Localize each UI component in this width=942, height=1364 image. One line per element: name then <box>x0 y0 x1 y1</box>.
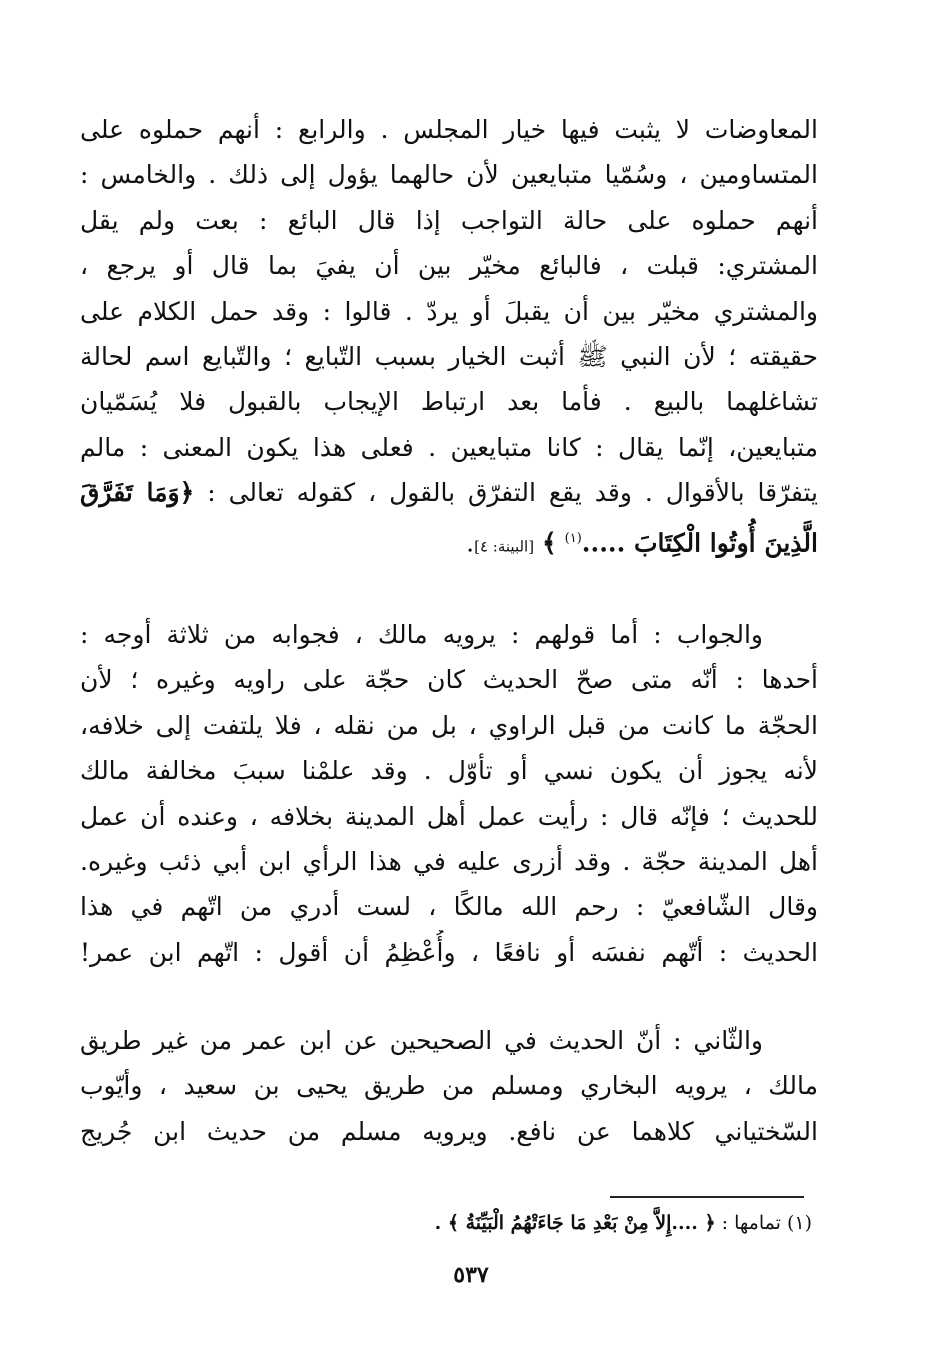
line-end: . <box>466 527 475 557</box>
text-line: أحدها : أنّه متى صحّ الحديث كان حجّة على راويه وغيره ؛ لأن <box>80 665 818 695</box>
text-line: السّختياني كلاهما عن نافع. ويرويه مسلم من حديث ابن جُريج <box>80 1116 818 1146</box>
text-line: تشاغلهما بالبيع . فأما بعد ارتباط الإيجاب بالقبول فلا يُسَمّيان <box>80 387 818 417</box>
text-line: المتساومين ، وسُمّيا متبايعين لأن حالهما يؤول إلى ذلك . والخامس : <box>80 160 818 190</box>
text-line: مالك ، يرويه البخاري ومسلم من طريق يحيى بن سعيد ، وأيّوب <box>80 1071 818 1101</box>
text-line: المعاوضات لا يثبت فيها خيار المجلس . والرابع : أنهم حملوه على <box>80 115 818 144</box>
quran-reference: [البينة: ٤] <box>474 536 535 555</box>
text-line: متبايعين، إنّما يقال : كانا متبايعين . فعلى هذا يكون المعنى : مالم <box>80 432 818 462</box>
text-line: للحديث ؛ فإنّه قال : رأيت عمل أهل المدينة بخلافه ، وعنده أن عمل <box>80 801 818 831</box>
text-line <box>80 516 818 561</box>
text-line <box>80 470 818 515</box>
text-line: الحديث : أتّهم نفسَه أو نافعًا ، وأُعْظِمُ أن أقول : اتّهم ابن عمر! <box>80 937 818 967</box>
text-line: وقال الشّافعيّ : رحم الله مالكًا ، لست أدري من اتّهم في هذا <box>80 892 818 922</box>
footnote-separator <box>610 1196 804 1198</box>
footnote-quran-quote: ﴿ ....إِلاَّ مِنْ بَعْدِ مَا جَاءَتْهُمُ الْبَيِّنَةُ ﴾ . <box>434 1212 716 1234</box>
text-line: لأنه يجوز أن يكون نسي أو تأوّل . وقد علمْنا سببَ مخالفة مالك <box>80 756 818 786</box>
paragraph-2 <box>80 612 818 975</box>
text-line: أهل المدينة حجّة . وقد أزرى عليه في هذا الرأي ابن أبي ذئب وغيره. <box>80 846 818 876</box>
footnote <box>212 1203 812 1243</box>
text-line: والمشتري مخيّر بين أن يقبلَ أو يردّ . قالوا : وقد حمل الكلام على <box>80 296 818 326</box>
text-line: والجواب : أما قولهم : يرويه مالك ، فجوابه من ثلاثة أوجه : <box>80 620 763 649</box>
text-line: حقيقته ؛ لأن النبي ﷺ أثبت الخيار بسبب التّبايع ؛ والتّبايع اسم لحالة <box>80 341 818 371</box>
line-text: يتفرّقا بالأقوال . وقد يقع التفرّق بالقول ، كقوله تعالى : <box>207 478 818 508</box>
text-line: أنهم حملوه على حالة التواجب إذا قال البائع : بعت ولم يقل <box>80 205 818 235</box>
quran-quote: ﴿وَمَا تَفَرَّقَ <box>80 478 195 508</box>
paragraph-3 <box>80 1018 818 1154</box>
paragraph-1 <box>80 107 818 561</box>
quran-bracket: ﴾ <box>542 527 557 557</box>
quran-quote: الَّذِينَ أُوتُوا الْكِتَابَ ..... <box>581 527 818 557</box>
text-line: الحجّة ما كانت من قبل الراوي ، بل من نقله ، فلا يلتفت إلى خلافه، <box>80 710 818 740</box>
text-line: المشتري: قبلت ، فالبائع مخيّر بين أن يفيَ بما قال أو يرجع ، <box>80 251 818 281</box>
text-line: والثّاني : أنّ الحديث في الصحيحين عن ابن عمر من غير طريق <box>80 1026 763 1055</box>
footnote-marker: (١) <box>564 530 582 546</box>
footnote-label: (١) تمامها : <box>721 1212 812 1234</box>
page-number: ٥٣٧ <box>453 1262 489 1288</box>
